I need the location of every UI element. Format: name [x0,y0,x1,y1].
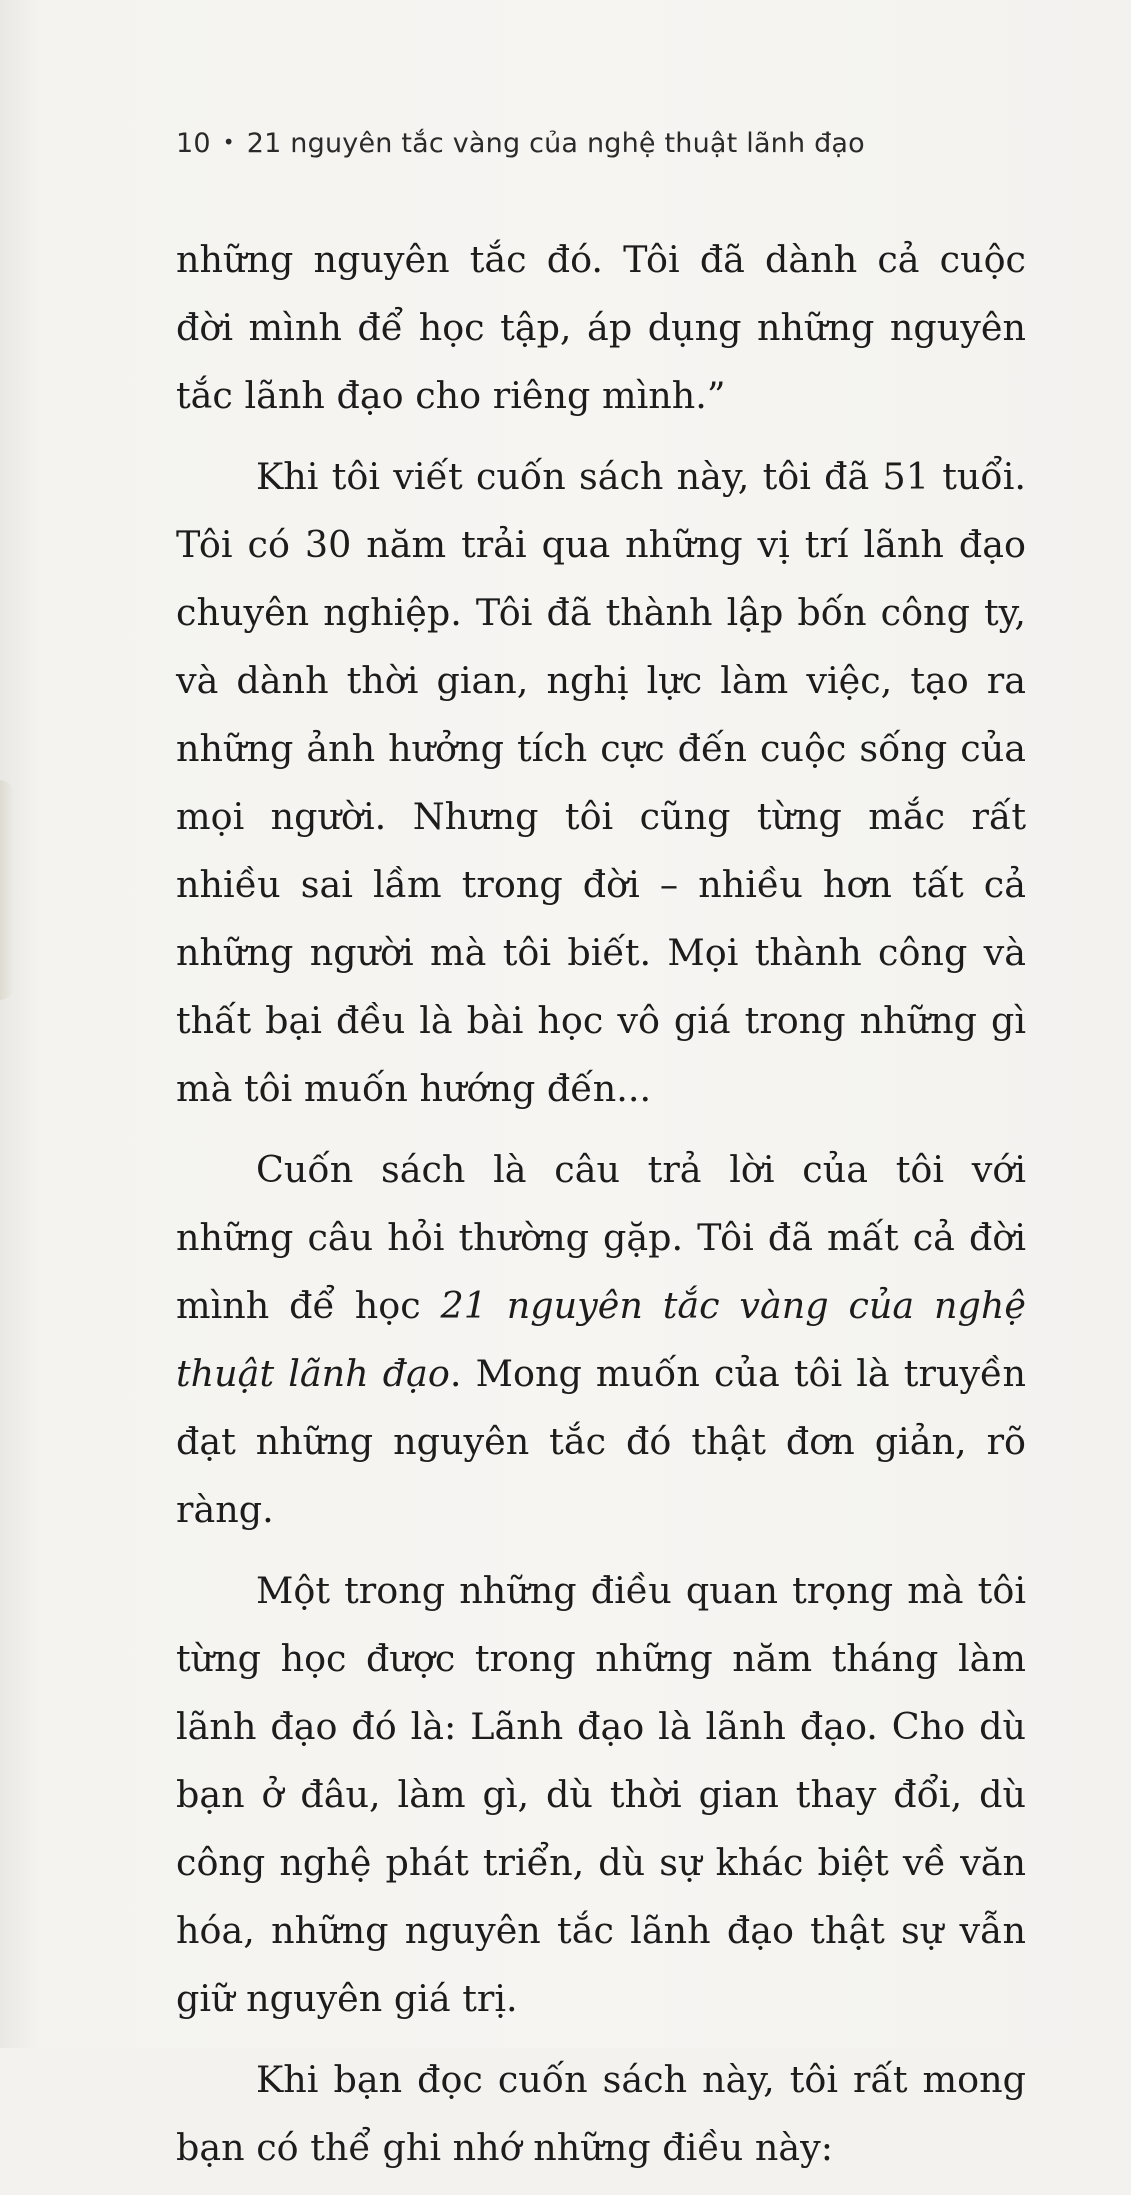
page-number: 10 [176,128,211,159]
paragraph-5: Khi bạn đọc cuốn sách này, tôi rất mong bạn có thể ghi nhớ những điều này: [176,2058,1026,2169]
page-edge-shadow [0,780,14,1000]
paragraph-4: Một trong những điều quan trọng mà tôi từng học được trong những năm tháng làm lãnh đạo đó là: Lãnh đạo là lãnh đạo. Cho dù bạn ở đâu, làm gì, dù thời gian thay đổi, dù công nghệ phát triển, dù sự khác biệt về văn hóa, những nguyên tắc lãnh đạo thật sự vẫn giữ nguyên giá trị. [176,1569,1026,2020]
header-separator: • [222,130,235,154]
running-header [176,128,865,159]
book-title: 21 nguyên tắc vàng của nghệ thuật lãnh đạo [246,128,865,159]
paragraph-3-end: . Mong muốn của tôi là truyền đạt những nguyên tắc đó thật đơn giản, rõ ràng. [176,1352,1026,1531]
paragraph-3-start: Cuốn sách là câu trả lời của tôi với những câu hỏi thường gặp. Tôi đã mất cả đời mình để học [176,1148,1026,1327]
paragraph-3 [176,1136,1026,1544]
body-text [176,226,1026,2195]
italic-book-title: 21 nguyên tắc vàng của nghệ thuật lãnh đạo [176,1284,1026,1395]
paragraph-1: những nguyên tắc đó. Tôi đã dành cả cuộc đời mình để học tập, áp dụng những nguyên tắc lãnh đạo cho riêng mình.” [176,238,1026,417]
paragraph-2: Khi tôi viết cuốn sách này, tôi đã 51 tuổi. Tôi có 30 năm trải qua những vị trí lãnh đạo chuyên nghiệp. Tôi đã thành lập bốn công ty, và dành thời gian, nghị lực làm việc, tạo ra những ảnh hưởng tích cực đến cuộc sống của mọi người. Nhưng tôi cũng từng mắc rất nhiều sai lầm trong đời – nhiều hơn tất cả những người mà tôi biết. Mọi thành công và thất bại đều là bài học vô giá trong những gì mà tôi muốn hướng đến... [176,455,1026,1110]
